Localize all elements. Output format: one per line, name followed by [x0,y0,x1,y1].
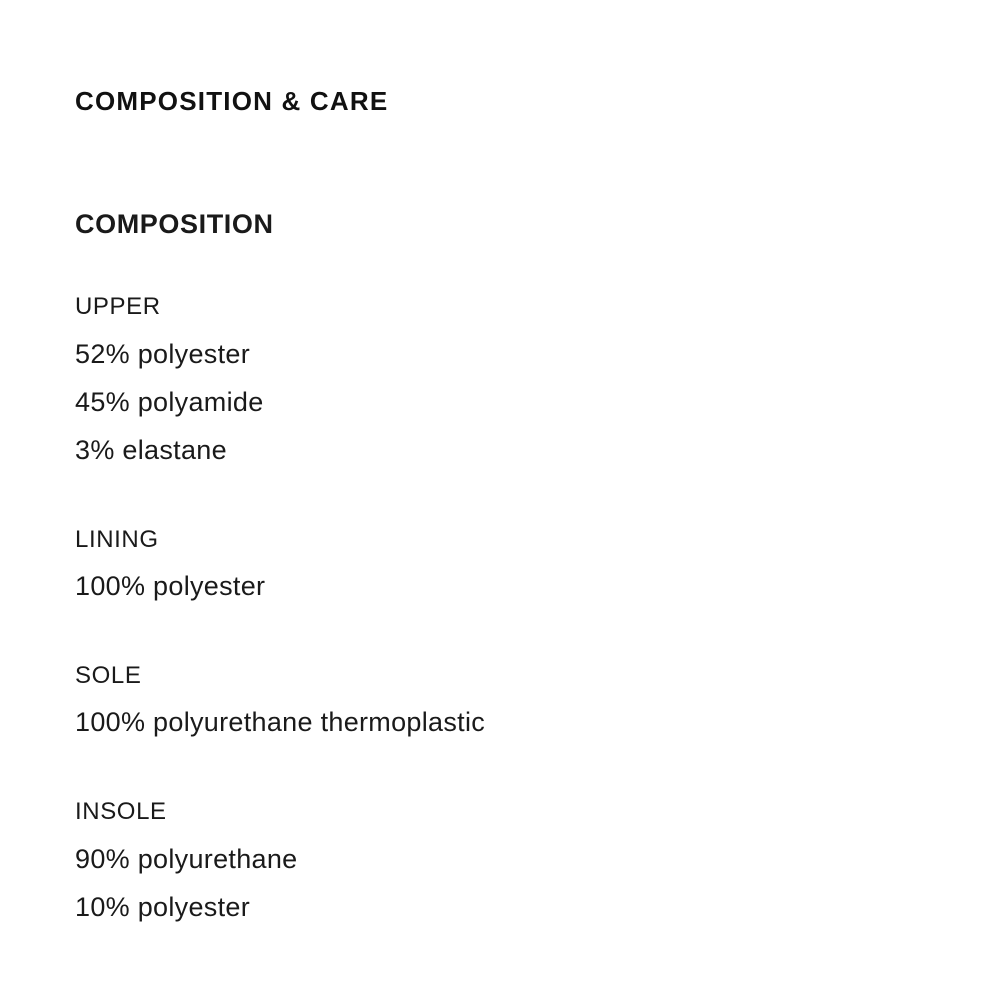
group-label-upper: UPPER [75,293,161,320]
material-line: 100% polyurethane thermoplastic [75,707,486,737]
material-line: 52% polyester [75,339,250,369]
material-line: 100% polyester [75,571,266,601]
group-label-insole: INSOLE [75,798,167,825]
group-label-lining: LINING [75,526,159,553]
composition-care-panel [75,0,975,1000]
material-line: 45% polyamide [75,387,264,417]
material-line: 10% polyester [75,892,250,922]
material-line: 3% elastane [75,435,227,465]
page-title: COMPOSITION & CARE [75,86,389,116]
group-label-sole: SOLE [75,662,142,689]
composition-heading: COMPOSITION [75,209,274,239]
material-line: 90% polyurethane [75,844,298,874]
